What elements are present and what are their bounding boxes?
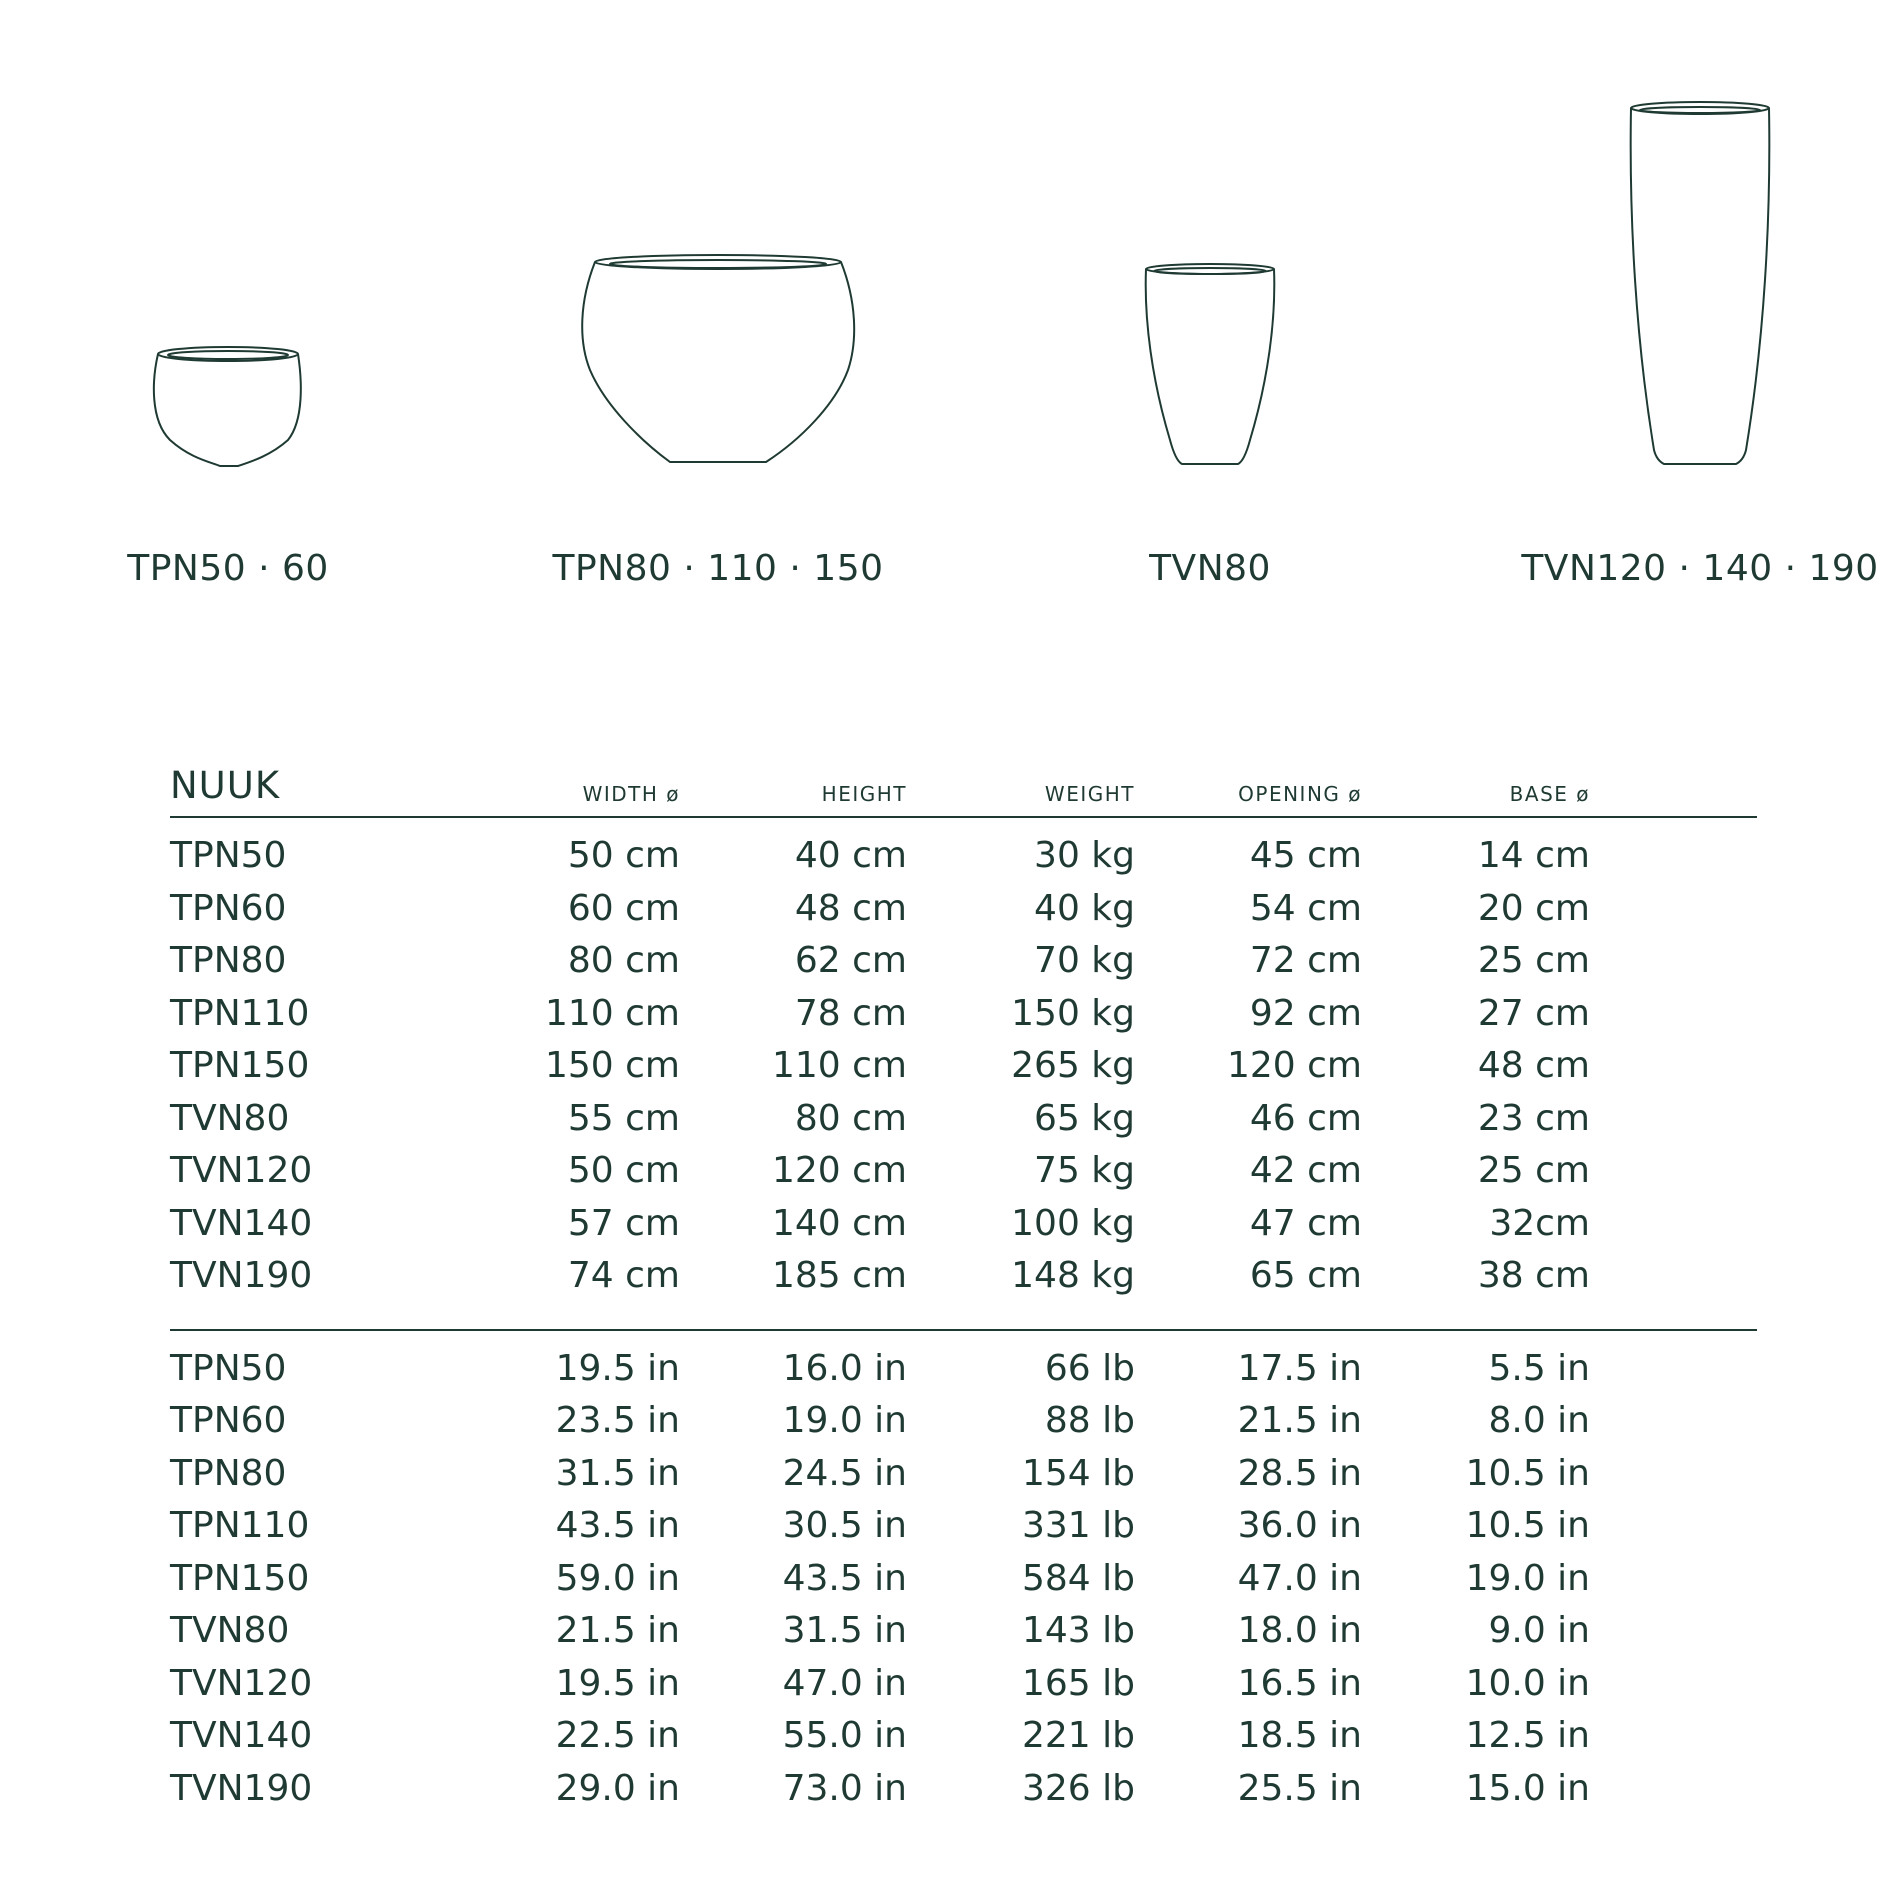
- metric-value-cell: 32cm: [1489, 1202, 1590, 1244]
- imperial-value-cell: 19.0 in: [782, 1400, 907, 1441]
- metric-value-cell: 150 cm: [544, 1045, 680, 1086]
- imperial-value-cell: 73.0 in: [782, 1767, 907, 1809]
- metric-value-cell: 65 cm: [1249, 1255, 1362, 1296]
- table-row: [170, 1553, 1757, 1606]
- imperial-value-cell: 16.5 in: [1237, 1662, 1362, 1704]
- imperial-value-cell: 25.5 in: [1237, 1767, 1362, 1809]
- imperial-value-cell: 15.0 in: [1465, 1767, 1590, 1809]
- imperial-value-cell: 331 lb: [1021, 1505, 1135, 1546]
- table-row: [170, 1395, 1757, 1448]
- imperial-value-cell: 29.0 in: [555, 1767, 680, 1809]
- imperial-value-cell: 31.5 in: [782, 1610, 907, 1651]
- table-row: [170, 1763, 1757, 1816]
- model-cell: TVN80: [170, 1097, 290, 1139]
- imperial-section: [170, 1331, 1757, 1816]
- model-cell: TPN60: [170, 1400, 287, 1441]
- model-cell: TVN120: [170, 1662, 313, 1704]
- metric-value-cell: 185 cm: [771, 1255, 907, 1296]
- table-row: [170, 1605, 1757, 1658]
- table-row: [170, 1710, 1757, 1763]
- imperial-value-cell: 21.5 in: [555, 1610, 680, 1651]
- model-cell: TVN140: [170, 1202, 313, 1244]
- imperial-value-cell: 23.5 in: [555, 1400, 680, 1441]
- metric-value-cell: 75 kg: [1034, 1150, 1135, 1191]
- imperial-value-cell: 10.5 in: [1465, 1452, 1590, 1494]
- table-row: [170, 1198, 1757, 1251]
- imperial-value-cell: 30.5 in: [782, 1505, 907, 1546]
- imperial-value-cell: 36.0 in: [1237, 1505, 1362, 1546]
- imperial-value-cell: 19.0 in: [1465, 1557, 1590, 1599]
- imperial-value-cell: 28.5 in: [1237, 1452, 1362, 1494]
- metric-value-cell: 70 kg: [1034, 940, 1135, 981]
- pot-tpn50-icon: [154, 347, 301, 466]
- metric-value-cell: 148 kg: [1011, 1255, 1135, 1296]
- model-cell: TPN50: [170, 835, 287, 876]
- model-cell: TVN190: [170, 1255, 313, 1296]
- model-cell: TPN50: [170, 1347, 287, 1389]
- table-row: [170, 1093, 1757, 1146]
- imperial-value-cell: 22.5 in: [555, 1715, 680, 1756]
- metric-value-cell: 46 cm: [1249, 1097, 1362, 1139]
- imperial-value-cell: 10.0 in: [1465, 1662, 1590, 1704]
- metric-value-cell: 54 cm: [1249, 887, 1362, 929]
- imperial-value-cell: 17.5 in: [1237, 1347, 1362, 1389]
- metric-value-cell: 48 cm: [1477, 1045, 1590, 1086]
- model-cell: TPN80: [170, 1452, 287, 1494]
- metric-value-cell: 100 kg: [1011, 1202, 1135, 1244]
- model-cell: TPN60: [170, 887, 287, 929]
- metric-value-cell: 60 cm: [567, 887, 680, 929]
- imperial-value-cell: 16.0 in: [782, 1347, 907, 1389]
- metric-value-cell: 78 cm: [794, 992, 907, 1034]
- imperial-value-cell: 5.5 in: [1488, 1347, 1590, 1389]
- spec-table: [170, 760, 1757, 1815]
- model-cell: TPN150: [170, 1557, 310, 1599]
- column-header-width: WIDTH ø: [582, 782, 680, 806]
- imperial-value-cell: 9.0 in: [1488, 1610, 1590, 1651]
- pot-illustrations: [0, 0, 1900, 589]
- table-row: [170, 1250, 1757, 1303]
- metric-value-cell: 42 cm: [1249, 1150, 1362, 1191]
- imperial-value-cell: 24.5 in: [782, 1452, 907, 1494]
- pot-tvn80-icon: [1146, 264, 1275, 464]
- model-cell: TPN80: [170, 940, 287, 981]
- metric-value-cell: 265 kg: [1011, 1045, 1135, 1086]
- imperial-value-cell: 21.5 in: [1237, 1400, 1362, 1441]
- metric-value-cell: 57 cm: [567, 1202, 680, 1244]
- pot-label-tvn80: TVN80: [1149, 548, 1271, 589]
- metric-value-cell: 40 cm: [794, 835, 907, 876]
- imperial-value-cell: 154 lb: [1021, 1452, 1135, 1494]
- imperial-value-cell: 47.0 in: [782, 1662, 907, 1704]
- pot-label-tpn50: TPN50 · 60: [127, 548, 329, 589]
- metric-value-cell: 62 cm: [794, 940, 907, 981]
- model-cell: TVN190: [170, 1767, 313, 1809]
- metric-value-cell: 55 cm: [567, 1097, 680, 1139]
- metric-value-cell: 45 cm: [1249, 835, 1362, 876]
- imperial-value-cell: 143 lb: [1021, 1610, 1135, 1651]
- imperial-value-cell: 18.0 in: [1237, 1610, 1362, 1651]
- metric-value-cell: 74 cm: [567, 1255, 680, 1296]
- table-row: [170, 1500, 1757, 1553]
- model-cell: TVN80: [170, 1610, 290, 1651]
- pot-tpn80-icon: [582, 255, 854, 462]
- metric-value-cell: 50 cm: [567, 1150, 680, 1191]
- imperial-value-cell: 326 lb: [1021, 1767, 1135, 1809]
- table-row: [170, 1658, 1757, 1711]
- metric-value-cell: 38 cm: [1477, 1255, 1590, 1296]
- imperial-value-cell: 43.5 in: [555, 1505, 680, 1546]
- table-row: [170, 935, 1757, 988]
- metric-value-cell: 25 cm: [1477, 1150, 1590, 1191]
- pot-label-tvn120: TVN120 · 140 · 190: [1521, 548, 1879, 589]
- metric-value-cell: 48 cm: [794, 887, 907, 929]
- table-row: [170, 1343, 1757, 1396]
- metric-value-cell: 110 cm: [544, 992, 680, 1034]
- pot-tvn120-icon: [1631, 102, 1770, 464]
- imperial-value-cell: 43.5 in: [782, 1557, 907, 1599]
- imperial-value-cell: 10.5 in: [1465, 1505, 1590, 1546]
- imperial-value-cell: 88 lb: [1044, 1400, 1135, 1441]
- metric-value-cell: 40 kg: [1034, 887, 1135, 929]
- pot-outlines: [0, 0, 1900, 480]
- imperial-value-cell: 59.0 in: [555, 1557, 680, 1599]
- imperial-value-cell: 165 lb: [1021, 1662, 1135, 1704]
- imperial-value-cell: 55.0 in: [782, 1715, 907, 1756]
- table-header: [170, 760, 1757, 818]
- metric-value-cell: 72 cm: [1249, 940, 1362, 981]
- imperial-value-cell: 18.5 in: [1237, 1715, 1362, 1756]
- imperial-value-cell: 31.5 in: [555, 1452, 680, 1494]
- model-cell: TVN120: [170, 1150, 313, 1191]
- pot-label-tpn80: TPN80 · 110 · 150: [552, 548, 884, 589]
- metric-value-cell: 65 kg: [1034, 1097, 1135, 1139]
- table-row: [170, 988, 1757, 1041]
- table-row: [170, 1040, 1757, 1093]
- imperial-value-cell: 19.5 in: [555, 1662, 680, 1704]
- metric-value-cell: 30 kg: [1034, 835, 1135, 876]
- column-header-weight: WEIGHT: [1044, 782, 1135, 806]
- metric-value-cell: 20 cm: [1477, 887, 1590, 929]
- model-cell: TPN110: [170, 1505, 310, 1546]
- metric-value-cell: 120 cm: [771, 1150, 907, 1191]
- imperial-value-cell: 221 lb: [1021, 1715, 1135, 1756]
- metric-value-cell: 150 kg: [1011, 992, 1135, 1034]
- metric-value-cell: 80 cm: [794, 1097, 907, 1139]
- imperial-value-cell: 47.0 in: [1237, 1557, 1362, 1599]
- metric-value-cell: 27 cm: [1477, 992, 1590, 1034]
- column-header-height: HEIGHT: [821, 782, 907, 806]
- table-row: [170, 830, 1757, 883]
- imperial-value-cell: 8.0 in: [1488, 1400, 1590, 1441]
- model-cell: TPN150: [170, 1045, 310, 1086]
- column-header-base: BASE ø: [1509, 782, 1590, 806]
- metric-value-cell: 23 cm: [1477, 1097, 1590, 1139]
- metric-value-cell: 80 cm: [567, 940, 680, 981]
- metric-value-cell: 14 cm: [1477, 835, 1590, 876]
- imperial-value-cell: 584 lb: [1021, 1557, 1135, 1599]
- imperial-value-cell: 66 lb: [1044, 1347, 1135, 1389]
- model-cell: TVN140: [170, 1715, 313, 1756]
- column-header-opening: OPENING ø: [1238, 782, 1362, 806]
- model-cell: TPN110: [170, 992, 310, 1034]
- table-row: [170, 883, 1757, 936]
- imperial-value-cell: 12.5 in: [1465, 1715, 1590, 1756]
- imperial-value-cell: 19.5 in: [555, 1347, 680, 1389]
- table-row: [170, 1145, 1757, 1198]
- table-title: NUUK: [170, 764, 281, 807]
- metric-section: [170, 818, 1757, 1303]
- metric-value-cell: 120 cm: [1226, 1045, 1362, 1086]
- metric-value-cell: 47 cm: [1249, 1202, 1362, 1244]
- metric-value-cell: 140 cm: [771, 1202, 907, 1244]
- table-row: [170, 1448, 1757, 1501]
- metric-value-cell: 50 cm: [567, 835, 680, 876]
- metric-value-cell: 25 cm: [1477, 940, 1590, 981]
- metric-value-cell: 110 cm: [771, 1045, 907, 1086]
- metric-value-cell: 92 cm: [1249, 992, 1362, 1034]
